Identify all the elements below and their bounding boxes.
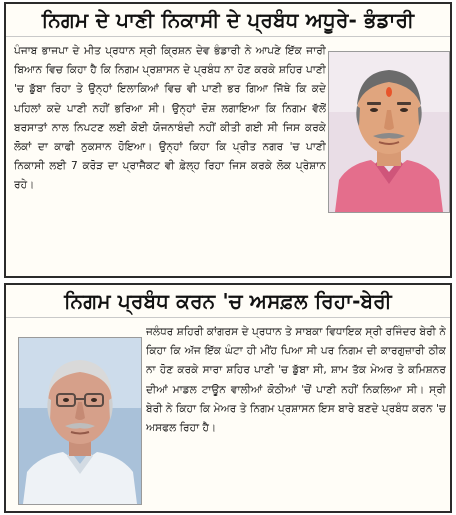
portrait-man-glasses bbox=[19, 338, 141, 504]
article-1-portrait-photo bbox=[328, 51, 450, 213]
article-2-portrait-photo bbox=[18, 337, 142, 505]
article-bhandari bbox=[4, 2, 452, 278]
article-1-headline: ਨਿਗਮ ਦੇ ਪਾਣੀ ਨਿਕਾਸੀ ਦੇ ਪ੍ਰਬੰਧ ਅਧੂਰੇ- ਭੰਡਾਰੀ bbox=[6, 4, 450, 37]
portrait-man-saffron-tilak bbox=[329, 52, 449, 212]
article-2-body: ਜਲੰਧਰ ਸ਼ਹਿਰੀ ਕਾਂਗਰਸ ਦੇ ਪ੍ਰਧਾਨ ਤੇ ਸਾਬਕਾ ਵਿਧਾਇਕ ਸ੍ਰੀ ਰਜਿੰਦਰ ਬੇਰੀ ਨੇ ਕਿਹਾ ਕਿ ਅੱਜ ਇੱਕ ਘੰਟਾ ਹੀ ਮੀਂਹ ਪਿਆ ਸੀ ਪਰ ਨਿਗਮ ਦੀ ਕਾਰਗੁਜ਼ਾਰੀ ਠੀਕ ਨਾ ਹੋਣ ਕਰਕੇ ਸਾਰਾ ਸ਼ਹਿਰ ਪਾਣੀ 'ਚ ਡੁੱਬਾ ਸੀ, ਸ਼ਾਮ ਤੱਕ ਮੇਅਰ ਤੇ ਕਮਿਸ਼ਨਰ ਦੀਆਂ ਮਾਡਲ ਟਾਊਨ ਵਾਲੀਆਂ ਕੋਠੀਆਂ 'ਚੋਂ ਪਾਣੀ ਨਹੀਂ ਨਿਕਲਿਆ ਸੀ। ਸ੍ਰੀ ਬੇਰੀ ਨੇ ਕਿਹਾ ਕਿ ਮੇਅਰ ਤੇ ਨਿਗਮ ਪ੍ਰਸ਼ਾਸਨ ਇਸ ਬਾਰੇ ਬਣਦੇ ਪ੍ਰਬੰਧ ਕਰਨ 'ਚ ਅਸਫਲ ਰਿਹਾ ਹੈ। bbox=[146, 326, 446, 435]
article-1-body: ਪੰਜਾਬ ਭਾਜਪਾ ਦੇ ਮੀਤ ਪ੍ਰਧਾਨ ਸ੍ਰੀ ਕ੍ਰਿਸ਼ਨ ਦੇਵ ਭੰਡਾਰੀ ਨੇ ਆਪਣੇ ਇੱਕ ਜਾਰੀ ਬਿਆਨ ਵਿਚ ਕਿਹਾ ਹੈ ਕਿ ਨਿਗਮ ਪ੍ਰਸ਼ਾਸਨ ਦੇ ਪ੍ਰਬੰਧ ਨਾ ਹੋਣ ਕਰਕੇ ਸ਼ਹਿਰ ਪਾਣੀ 'ਚ ਡੁੱਬਾ ਰਿਹਾ ਤੇ ਉਨ੍ਹਾਂ ਇਲਾਕਿਆਂ ਵਿਚ ਵੀ ਪਾਣੀ ਭਰ ਗਿਆ ਜਿੱਥੇ ਕਿ ਕਦੇ ਪਹਿਲਾਂ ਕਦੇ ਪਾਣੀ ਨਹੀਂ ਭਰਿਆ ਸੀ। ਉਨ੍ਹਾਂ ਦੋਸ਼ ਲਗਾਇਆ ਕਿ ਨਿਗਮ ਵੱਲੋਂ ਬਰਸਾਤਾਂ ਨਾਲ ਨਿਪਟਣ ਲਈ ਕੋਈ ਯੋਜਨਾਬੰਦੀ ਨਹੀਂ ਕੀਤੀ ਗਈ ਸੀ ਜਿਸ ਕਰਕੇ ਲੋਕਾਂ ਦਾ ਕਾਫੀ ਨੁਕਸਾਨ ਹੋਇਆ। ਉਨ੍ਹਾਂ ਕਿਹਾ ਕਿ ਪ੍ਰੀਤ ਨਗਰ 'ਚ ਪਾਣੀ ਨਿਕਾਸੀ ਲਈ 7 ਕਰੋੜ ਦਾ ਪ੍ਰਾਜੈਕਟ ਵੀ ਫ਼ੇਲ੍ਹ ਰਿਹਾ ਜਿਸ ਕਰਕੇ ਲੋਕ ਪ੍ਰੇਸ਼ਾਨ ਰਹੇ। bbox=[14, 45, 326, 192]
article-2-headline: ਨਿਗਮ ਪ੍ਰਬੰਧ ਕਰਨ 'ਚ ਅਸਫ਼ਲ ਰਿਹਾ-ਬੇਰੀ bbox=[6, 285, 450, 318]
article-beri bbox=[4, 283, 452, 513]
